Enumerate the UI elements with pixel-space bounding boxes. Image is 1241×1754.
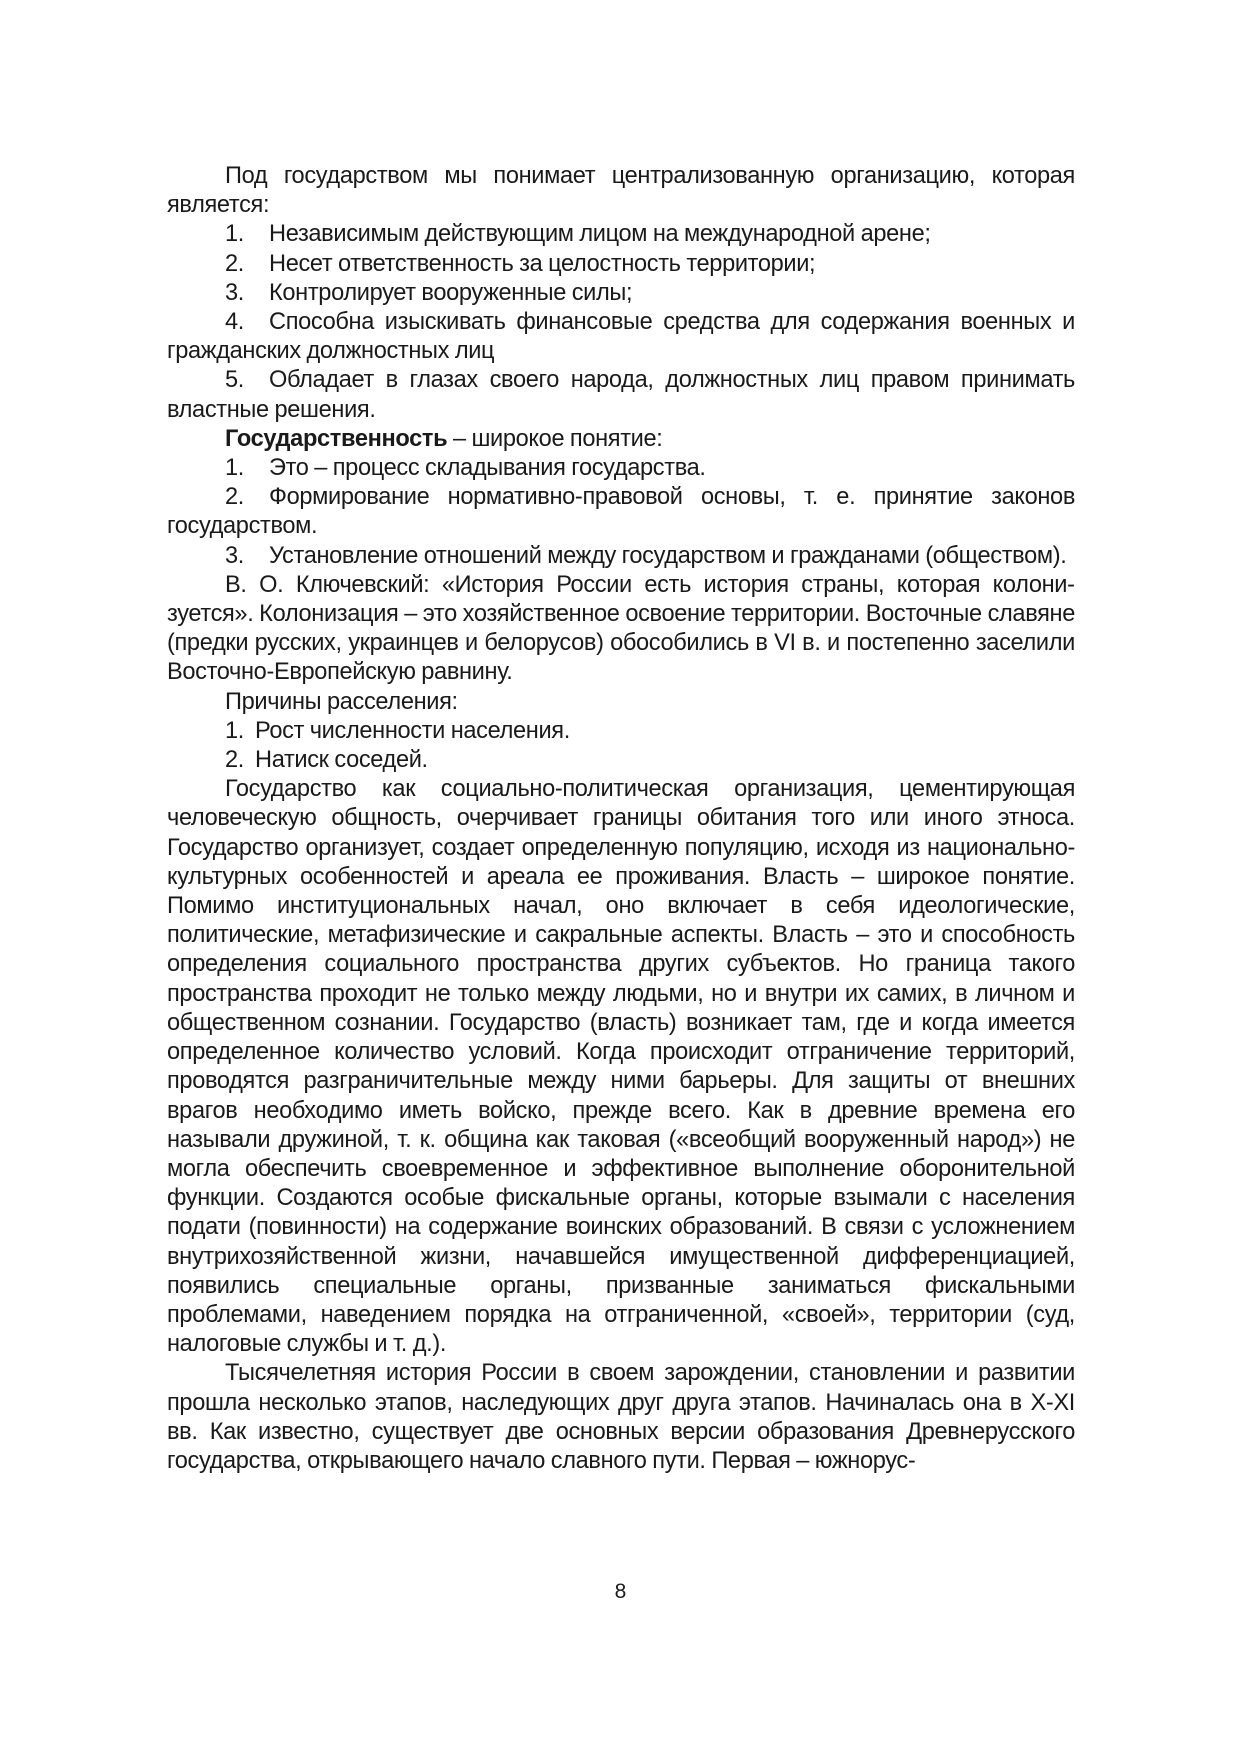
statehood-item [167,454,1075,483]
list-item-text: Формирование нормативно-правовой основы, т. е. принятие законов государством. [167,484,1075,540]
list-number: 2. [225,484,244,511]
state-feature-item [167,366,1075,424]
list-number: 3. [225,542,244,569]
list-number: 2. [225,747,244,774]
page-number: 8 [614,1580,627,1603]
list-item-text: Независимым действующим лицом на международной арене; [269,221,931,248]
list-number: 3. [225,279,244,306]
statehood-item [167,483,1075,541]
list-item-text: Контролирует вооруженные силы; [269,279,633,306]
page-body [167,162,1075,1476]
list-item-text: Это – процесс складывания государства. [269,455,706,482]
list-item-text: Несет ответственность за целостность территории; [269,250,816,277]
statehood-term: Государственность [225,425,448,452]
list-item-text: Способна изыскивать финансовые средства для содержания военных и гражданских должностных лиц [167,309,1075,365]
list-number: 5. [225,367,244,394]
list-number: 1. [225,717,244,744]
list-item-text: Натиск соседей. [255,747,428,774]
list-number: 4. [225,309,244,336]
intro-paragraph: Под государством мы понимает централизованную организацию, которая является: [167,163,1075,219]
state-feature-item [167,279,1075,308]
reason-item [167,746,1075,775]
list-number: 1. [225,221,244,248]
statehood-definition: – широкое понятие: [447,425,663,452]
state-feature-item [167,220,1075,249]
reasons-heading: Причины расселения: [225,688,458,715]
reason-item [167,717,1075,746]
list-item-text: Установление отношений между государством и гражданами (обществом). [269,542,1067,569]
list-number: 1. [225,455,244,482]
state-feature-item [167,308,1075,366]
state-paragraph: Государство как социально-политическая организация, цементирующая человеческую общность, очерчивает границы обитания того или иного этноса. Государство организует, создает определенную популяцию, исходя из национально-культурных особенностей и ареала ее проживания. Власть – широкое понятие. Помимо институциональных начал, оно включает в себя идеологические, политические, метафизические и сакральные аспекты. Власть – это и способность определения социального пространства других субъектов. Но граница такого пространства проходит не только между людьми, но и внутри их самих, в личном и общественном сознании. Государство (власть) возникает там, где и когда имеется определенное количество условий. Когда происходит отграничение территорий, проводятся разграничительные между ними барьеры. Для защиты от внешних врагов необходимо иметь войско, прежде всего. Как в древние времена его называли дружиной, т. к. община как таковая («всеобщий вооруженный народ») не могла обеспечить своевременное и эффективное выполнение оборонительной функции. Создаются особые фискальные органы, которые взымали с населения подати (повинности) на содержание воинских образований. В связи с усложнением внутрихозяйственной жизни, начавшейся имущественной дифференциацией, появились специальные органы, призванные заниматься фискальными проблемами, наведением порядка на отграниченной, «своей», территории (суд, налоговые службы и т. д.). [167,776,1075,1358]
klyuchevsky-paragraph: В. О. Ключевский: «История России есть история страны, которая колонизуется». Колонизация – это хозяйственное освоение территории. Восточные славяне (предки русских, украинцев и белорусов) обособились в VI в. и постепенно заселили Восточно-Европейскую равнину. [167,571,1075,686]
statehood-heading [167,425,1075,454]
state-feature-item [167,250,1075,279]
history-paragraph: Тысячелетняя история России в своем зарождении, становлении и развитии прошла несколько этапов, наследующих друг друга этапов. Начиналась она в X-XI вв. Как известно, существует две основных версии образования Древнерусского государства, открывающего начало славного пути. Первая – южнорус- [167,1360,1075,1474]
statehood-item [167,542,1075,571]
list-number: 2. [225,250,244,277]
list-item-text: Рост численности населения. [255,717,570,744]
list-item-text: Обладает в глазах своего народа, должностных лиц правом принимать властные решения. [167,367,1075,423]
